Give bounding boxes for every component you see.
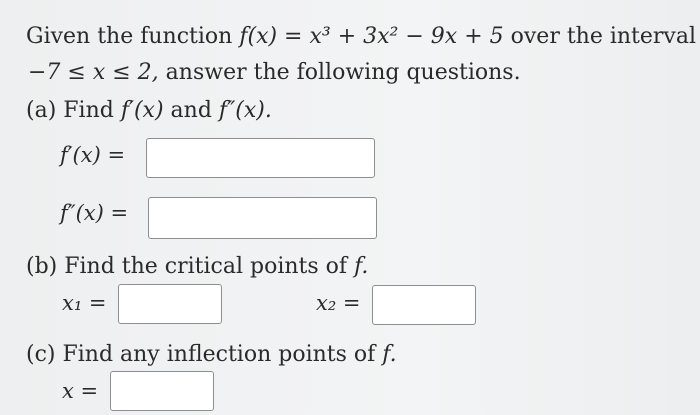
part-b-prefix: (b) Find the critical points of (26, 254, 348, 279)
part-a-f1: f′(x) (120, 98, 164, 123)
critical-point-x1-input[interactable] (118, 284, 222, 324)
part-c-prompt (26, 342, 397, 368)
part-c-prefix: (c) Find any inflection points of (26, 342, 376, 367)
part-c-f: f. (382, 342, 397, 367)
intro-suffix: over the interval (510, 24, 697, 49)
inflection-point-label: x = (62, 379, 99, 403)
first-derivative-input[interactable] (146, 138, 375, 178)
part-a-and: and (170, 98, 212, 123)
function-lhs: f(x) = (239, 24, 303, 49)
inflection-point-input[interactable] (110, 371, 214, 411)
part-b-f: f. (354, 254, 369, 279)
critical-point-x2-input[interactable] (372, 285, 476, 325)
part-b-prompt (26, 254, 368, 280)
critical-point-x1-label: x₁ = (62, 291, 107, 315)
intro-tail: answer the following questions. (165, 60, 521, 85)
first-derivative-label: f′(x) = (60, 143, 126, 167)
function-rhs: x³ + 3x² − 9x + 5 (309, 24, 504, 49)
part-a-f2: f″(x). (218, 98, 272, 123)
part-a-prompt (26, 98, 272, 124)
critical-point-x2-label: x₂ = (316, 291, 361, 315)
part-a-prefix: (a) Find (26, 98, 114, 123)
second-derivative-label: f″(x) = (60, 201, 129, 225)
question-intro-line-1 (26, 24, 696, 50)
interval: −7 ≤ x ≤ 2, (28, 60, 159, 85)
second-derivative-input[interactable] (148, 197, 377, 239)
intro-prefix: Given the function (26, 24, 233, 49)
question-intro-line-2 (28, 60, 521, 86)
